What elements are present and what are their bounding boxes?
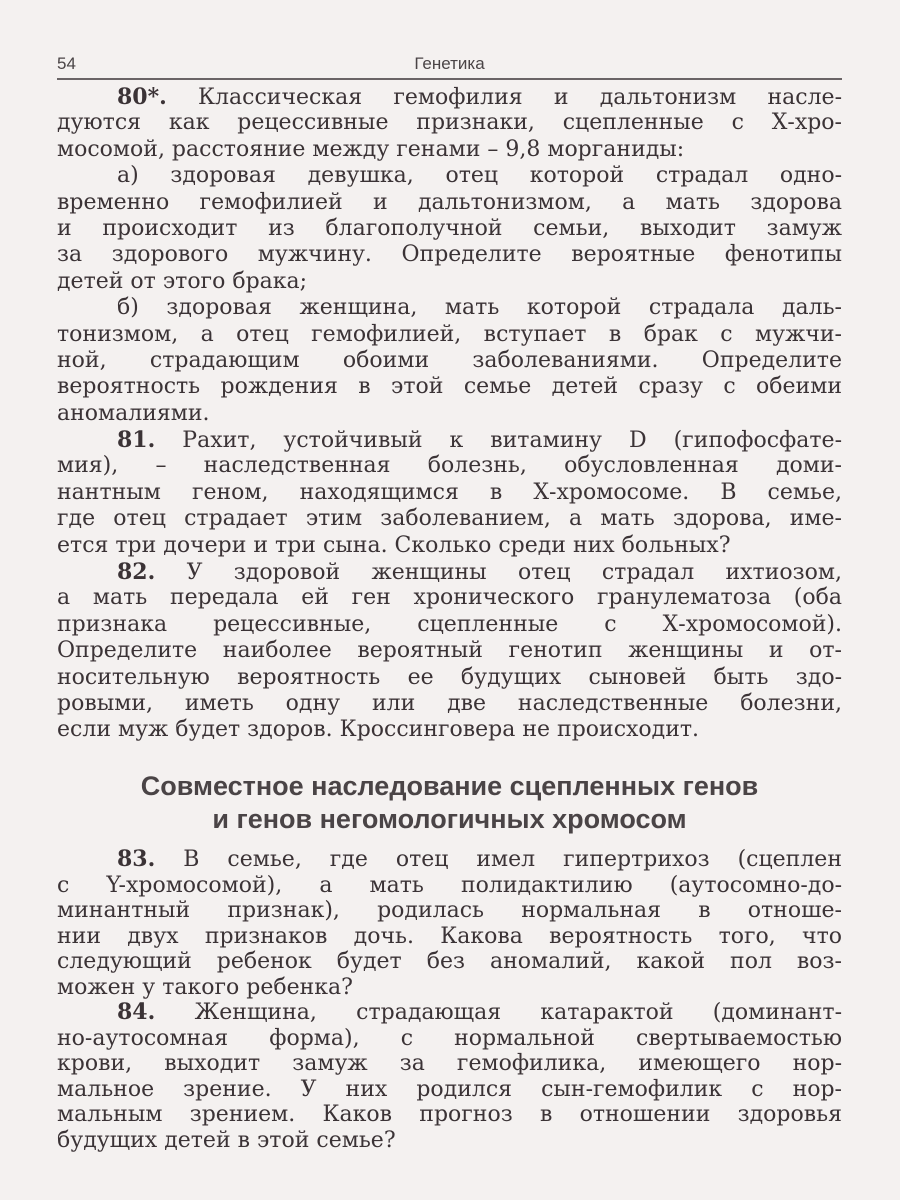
problem-81 (57, 427, 842, 559)
line-text: тонизмом, а отец гемофилией, вступает в брак с мужчи- (57, 321, 842, 347)
line-text: носительную вероятность ее будущих сыновей быть здо- (57, 664, 842, 690)
line-text: где отец страдает этим заболеванием, а мать здорова, име- (57, 506, 842, 532)
text-line (57, 975, 842, 1001)
line-text: ровыми, иметь одну или две наследственные болезни, (57, 690, 842, 716)
text-line (57, 638, 842, 664)
text-line (57, 1077, 842, 1103)
text-line (57, 480, 842, 506)
line-text: ной, страдающим обоими заболеваниями. Определите (57, 347, 842, 373)
text-line (57, 612, 842, 638)
page-number: 54 (57, 54, 76, 73)
text-line (57, 717, 842, 743)
text-line (57, 691, 842, 717)
line-text: с Y-хромосомой), а мать полидактилию (аутосомно-до- (57, 872, 842, 898)
line-text: крови, выходит замуж за гемофилика, имеющего нор- (57, 1051, 842, 1076)
line-text: мосомой, расстояние между генами – 9,8 морганиды: (57, 136, 685, 162)
line-text: следующий ребенок будет без аномалий, какой пол воз- (57, 949, 842, 974)
text-line (57, 453, 842, 479)
line-text: но-аутосомная форма), с нормальной свертываемостью (57, 1025, 842, 1051)
page-header (57, 52, 842, 78)
line-text: нантным геном, находящимся в Х-хромосоме. В семье, (57, 479, 842, 505)
line-text: вероятность рождения в этой семье детей сразу с обеими (57, 374, 842, 400)
line-text: Определите наиболее вероятный генотип женщины и от- (57, 638, 842, 664)
problem-number: 80*. (117, 84, 167, 110)
sub-item (57, 163, 842, 295)
text-line (57, 898, 842, 924)
text-line (57, 242, 842, 268)
text-line (57, 216, 842, 242)
text-line (57, 374, 842, 400)
text-line (57, 873, 842, 899)
text-line (57, 1026, 842, 1052)
text-line (57, 295, 842, 321)
text-line (57, 1000, 842, 1026)
text-line (57, 949, 842, 975)
problem-number: 84. (117, 1000, 156, 1025)
problems-80-82 (57, 84, 842, 744)
problem-83 (57, 847, 842, 1000)
problem-80 (57, 84, 842, 163)
text-line (57, 84, 842, 110)
line-text: за здорового мужчину. Определите вероятные фенотипы (57, 242, 842, 268)
text-line (57, 1102, 842, 1128)
sub-item (57, 295, 842, 427)
section-heading (57, 770, 842, 836)
line-text: мальным зрением. Каков прогноз в отношении здоровья (57, 1102, 842, 1127)
text-line (57, 506, 842, 532)
text-line (57, 585, 842, 611)
text-line (57, 322, 842, 348)
text-line (57, 401, 842, 427)
text-line (57, 137, 842, 163)
text-line (57, 348, 842, 374)
line-text: будущих детей в этой семье? (57, 1127, 396, 1153)
text-line (57, 1128, 842, 1154)
line-text: а) здоровая девушка, отец которой страдал одно- (117, 163, 842, 189)
text-line (57, 1051, 842, 1077)
section-heading-line: и генов негомологичных хромосом (212, 804, 687, 834)
problem-84 (57, 1000, 842, 1153)
text-line (57, 533, 842, 559)
line-text: мальное зрение. У них родился сын-гемофилик с нор- (57, 1076, 842, 1102)
line-text: временно гемофилией и дальтонизмом, а мать здорова (57, 189, 842, 215)
line-text: Женщина, страдающая катарактой (доминант- (194, 1000, 842, 1025)
line-text: Классическая гемофилия и дальтонизм насле- (198, 85, 842, 110)
line-text: и происходит из благополучной семьи, выходит замуж (57, 215, 842, 241)
line-text: ется три дочери и три сына. Сколько среди них больных? (57, 532, 731, 558)
line-text: можен у такого ребенка? (57, 974, 353, 1000)
line-text: дуются как рецессивные признаки, сцепленные с Х-хро- (57, 110, 842, 136)
line-text: В семье, где отец имел гипертрихоз (сцеплен (183, 847, 842, 872)
problem-number: 83. (117, 847, 156, 872)
running-title: Генетика (414, 54, 485, 73)
text-line (57, 163, 842, 189)
text-line (57, 110, 842, 136)
line-text: нии двух признаков дочь. Какова вероятность того, что (57, 923, 842, 949)
text-line (57, 269, 842, 295)
text-line (57, 559, 842, 585)
problems-83-84 (57, 847, 842, 1153)
line-text: а мать передала ей ген хронического гранулематоза (оба (57, 585, 842, 611)
section-heading-line: Совместное наследование сцепленных генов (140, 771, 759, 801)
text-line (57, 665, 842, 691)
text-line (57, 190, 842, 216)
line-text: У здоровой женщины отец страдал ихтиозом, (186, 560, 842, 586)
header-rule (57, 78, 842, 80)
line-text: аномалиями. (57, 400, 210, 426)
line-text: б) здоровая женщина, мать которой страдала даль- (117, 295, 842, 321)
line-text: минантный признак), родилась нормальная в отноше- (57, 898, 842, 923)
text-line (57, 924, 842, 950)
line-text: если муж будет здоров. Кроссинговера не происходит. (57, 717, 700, 743)
text-line (57, 427, 842, 453)
line-text: Рахит, устойчивый к витамину D (гипофосфате- (182, 428, 842, 454)
text-line (57, 847, 842, 873)
line-text: детей от этого брака; (57, 268, 308, 294)
line-text: мия), – наследственная болезнь, обусловленная доми- (57, 453, 842, 479)
line-text: признака рецессивные, сцепленные с Х-хромосомой). (57, 611, 842, 637)
problem-82 (57, 559, 842, 744)
problem-number: 82. (117, 559, 156, 586)
problem-number: 81. (117, 427, 156, 454)
